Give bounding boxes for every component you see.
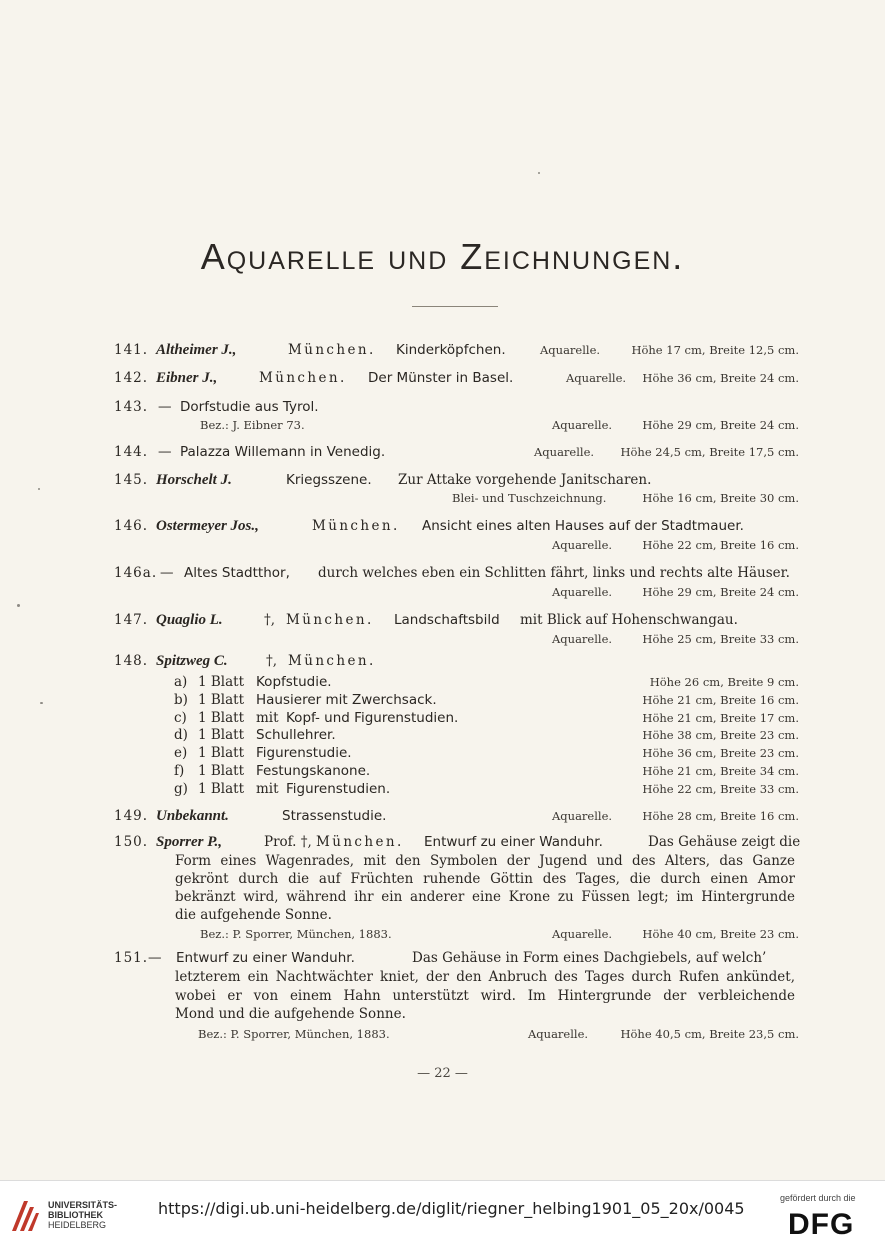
entry-146 [0, 516, 885, 536]
artist-name: Sporrer P., [156, 834, 222, 850]
sub-item-dimensions: Höhe 38 cm, Breite 23 cm. [642, 728, 799, 742]
entry-151 [0, 948, 885, 968]
institution-line: HEIDELBERG [48, 1220, 107, 1230]
entry-141 [0, 340, 885, 360]
sub-item-dimensions: Höhe 21 cm, Breite 16 cm. [642, 693, 799, 707]
artist-name: Quaglio L. [156, 612, 223, 628]
entry-148 [0, 651, 885, 671]
paper-speck [17, 604, 20, 607]
signature: Bez.: P. Sporrer, München, 1883. [200, 927, 392, 941]
viewer-footer [0, 1180, 885, 1249]
sub-item-a [0, 672, 885, 692]
sub-item-title: Kopfstudie. [256, 674, 332, 690]
medium: Aquarelle. [552, 809, 613, 823]
description-line: Form eines Wagenrades, mit den Symbolen der Jugend und des Alters, das Ganze [175, 853, 795, 869]
entry-146-details [0, 535, 885, 555]
artist-name: Horschelt J. [156, 472, 232, 488]
entry-number: 146. [114, 518, 149, 534]
dimensions: Höhe 29 cm, Breite 24 cm. [642, 418, 799, 432]
sub-item-f [0, 761, 885, 781]
dimensions: Höhe 40 cm, Breite 23 cm. [642, 927, 799, 941]
page-number: — 22 — [417, 1066, 468, 1081]
dimensions: Höhe 22 cm, Breite 16 cm. [642, 538, 799, 552]
work-title: Landschaftsbild [394, 612, 500, 628]
dfg-logo: DFG [788, 1208, 855, 1241]
dimensions: Höhe 17 cm, Breite 12,5 cm. [631, 343, 799, 357]
sub-item-dimensions: Höhe 36 cm, Breite 23 cm. [642, 746, 799, 760]
work-title: Altes Stadtthor, [184, 565, 290, 581]
description-line: die aufgehende Sonne. [175, 907, 332, 923]
artist-name: Spitzweg C. [156, 653, 228, 669]
artist-place: München. [288, 653, 376, 669]
entry-number: 142. [114, 370, 149, 386]
medium: Aquarelle. [552, 632, 613, 646]
ditto-dash: — [148, 950, 162, 966]
entry-number: 144. [114, 444, 149, 460]
entry-number: 147. [114, 612, 149, 628]
sub-item-connector: mit [256, 710, 279, 726]
sub-item-title: Schullehrer. [256, 727, 336, 743]
medium: Aquarelle. [540, 343, 601, 357]
dimensions: Höhe 24,5 cm, Breite 17,5 cm. [620, 445, 799, 459]
artist-name: Unbekannt. [156, 808, 229, 824]
work-title: Ansicht eines alten Hauses auf der Stadtmauer. [422, 518, 744, 534]
entry-145-details [0, 488, 885, 508]
entry-149 [0, 806, 885, 826]
dimensions: Höhe 28 cm, Breite 16 cm. [642, 809, 799, 823]
signature: Bez.: J. Eibner 73. [200, 418, 305, 432]
sub-item-d [0, 725, 885, 745]
work-title: Der Münster in Basel. [368, 370, 514, 386]
sub-item-count: 1 Blatt [198, 674, 245, 690]
entry-144 [0, 442, 885, 462]
work-title: Kinderköpfchen. [396, 342, 506, 358]
sub-item-title: Figurenstudien. [286, 781, 391, 797]
artist-title: Prof. †, [264, 834, 312, 850]
dimensions: Höhe 36 cm, Breite 24 cm. [642, 371, 799, 385]
work-description: Das Gehäuse zeigt die [648, 834, 801, 850]
work-description: durch welches eben ein Schlitten fährt, links und rechts alte Häuser. [318, 565, 790, 581]
page-title: Aquarelle und Zeichnungen. [200, 236, 685, 277]
artist-name: Eibner J., [156, 370, 218, 386]
artist-name: Ostermeyer Jos., [156, 518, 259, 534]
sub-item-letter: e) [174, 745, 188, 761]
artist-place: München. [288, 342, 376, 358]
entry-number: 149. [114, 808, 149, 824]
sub-item-dimensions: Höhe 21 cm, Breite 34 cm. [642, 764, 799, 778]
institution-line: UNIVERSITÄTS- [48, 1200, 118, 1210]
sub-item-letter: f) [174, 763, 185, 779]
artist-place: München. [316, 834, 404, 850]
sub-item-dimensions: Höhe 22 cm, Breite 33 cm. [642, 782, 799, 796]
work-title: Entwurf zu einer Wanduhr. [176, 950, 355, 966]
medium: Aquarelle. [552, 927, 613, 941]
entry-number: 151. [114, 950, 149, 966]
work-description: Das Gehäuse in Form eines Dachgiebels, auf welch’ [412, 950, 767, 966]
entry-number: 141. [114, 342, 149, 358]
sub-item-connector: mit [256, 781, 279, 797]
dimensions: Höhe 25 cm, Breite 33 cm. [642, 632, 799, 646]
deceased-mark: †, [266, 653, 278, 669]
entry-number: 145. [114, 472, 149, 488]
entry-146a [0, 563, 885, 583]
sub-item-count: 1 Blatt [198, 763, 245, 779]
sub-item-count: 1 Blatt [198, 710, 245, 726]
sub-item-count: 1 Blatt [198, 781, 245, 797]
medium: Aquarelle. [566, 371, 627, 385]
description-line: bekränzt wird, während ihr ein anderer eine Krone zu Füssen legt; im Hintergrunde [175, 889, 795, 905]
entry-143-details [0, 415, 885, 435]
title-divider [412, 306, 498, 307]
signature: Bez.: P. Sporrer, München, 1883. [198, 1027, 390, 1041]
medium: Blei- und Tuschzeichnung. [452, 491, 607, 505]
sub-item-letter: b) [174, 692, 188, 708]
entry-143 [0, 397, 885, 417]
university-library-logo-icon [10, 1197, 40, 1233]
sub-item-dimensions: Höhe 21 cm, Breite 17 cm. [642, 711, 799, 725]
sub-item-b [0, 690, 885, 710]
description-line: wobei er von einem Hahn unterstützt wird. Im Hintergrunde der verbleichende [175, 988, 795, 1004]
medium: Aquarelle. [552, 418, 613, 432]
sub-item-e [0, 743, 885, 763]
sub-item-g [0, 779, 885, 799]
work-title: Strassenstudie. [282, 808, 387, 824]
artist-place: München. [312, 518, 400, 534]
entry-number: 146a. [114, 565, 158, 581]
entry-number: 143. [114, 399, 149, 415]
institution-name [48, 1200, 117, 1230]
description-line: Mond und die aufgehende Sonne. [175, 1006, 406, 1022]
dimensions: Höhe 16 cm, Breite 30 cm. [642, 491, 799, 505]
sub-item-title: Kopf- und Figurenstudien. [286, 710, 459, 726]
sub-item-letter: g) [174, 781, 188, 797]
sub-item-count: 1 Blatt [198, 692, 245, 708]
ditto-dash: — [158, 444, 172, 460]
artist-place: München. [259, 370, 347, 386]
paper-speck [538, 172, 540, 174]
sub-item-title: Hausierer mit Zwerchsack. [256, 692, 437, 708]
sub-item-dimensions: Höhe 26 cm, Breite 9 cm. [649, 675, 799, 689]
dimensions: Höhe 40,5 cm, Breite 23,5 cm. [620, 1027, 799, 1041]
description-line: letzterem ein Nachtwächter kniet, der den Anbruch des Tages durch Rufen ankündet, [175, 969, 795, 985]
entry-145 [0, 470, 885, 490]
medium: Aquarelle. [552, 538, 613, 552]
sub-item-letter: a) [174, 674, 188, 690]
work-title: Kriegsszene. [286, 472, 372, 488]
work-title: Dorfstudie aus Tyrol. [180, 399, 319, 415]
permalink-url[interactable]: https://digi.ub.uni-heidelberg.de/diglit/riegner_helbing1901_05_20x/0045 [158, 1199, 745, 1218]
sub-item-count: 1 Blatt [198, 745, 245, 761]
entry-146a-details [0, 582, 885, 602]
sub-item-title: Festungskanone. [256, 763, 371, 779]
sub-item-title: Figurenstudie. [256, 745, 352, 761]
sub-item-letter: d) [174, 727, 188, 743]
entry-number: 150. [114, 834, 149, 850]
sub-item-count: 1 Blatt [198, 727, 245, 743]
institution-line: BIBLIOTHEK [48, 1210, 103, 1220]
entry-150 [0, 832, 885, 852]
entry-number: 148. [114, 653, 149, 669]
artist-name: Altheimer J., [156, 342, 237, 358]
artist-place: München. [286, 612, 374, 628]
ditto-dash: — [158, 399, 172, 415]
description-line: gekrönt durch die auf Früchten ruhende Göttin des Tages, die durch einen Amor [175, 871, 795, 887]
deceased-mark: †, [264, 612, 276, 628]
medium: Aquarelle. [528, 1027, 589, 1041]
work-title: Entwurf zu einer Wanduhr. [424, 834, 603, 850]
work-description: mit Blick auf Hohenschwangau. [520, 612, 738, 628]
entry-142 [0, 368, 885, 388]
entry-151-details [0, 1024, 885, 1044]
medium: Aquarelle. [552, 585, 613, 599]
entry-150-details [0, 924, 885, 944]
entry-147 [0, 610, 885, 630]
medium: Aquarelle. [534, 445, 595, 459]
ditto-dash: — [160, 565, 174, 581]
entry-147-details [0, 629, 885, 649]
dimensions: Höhe 29 cm, Breite 24 cm. [642, 585, 799, 599]
work-description: Zur Attake vorgehende Janitscharen. [398, 472, 652, 488]
funding-note: gefördert durch die [780, 1193, 856, 1203]
work-title: Palazza Willemann in Venedig. [180, 444, 386, 460]
sub-item-letter: c) [174, 710, 187, 726]
